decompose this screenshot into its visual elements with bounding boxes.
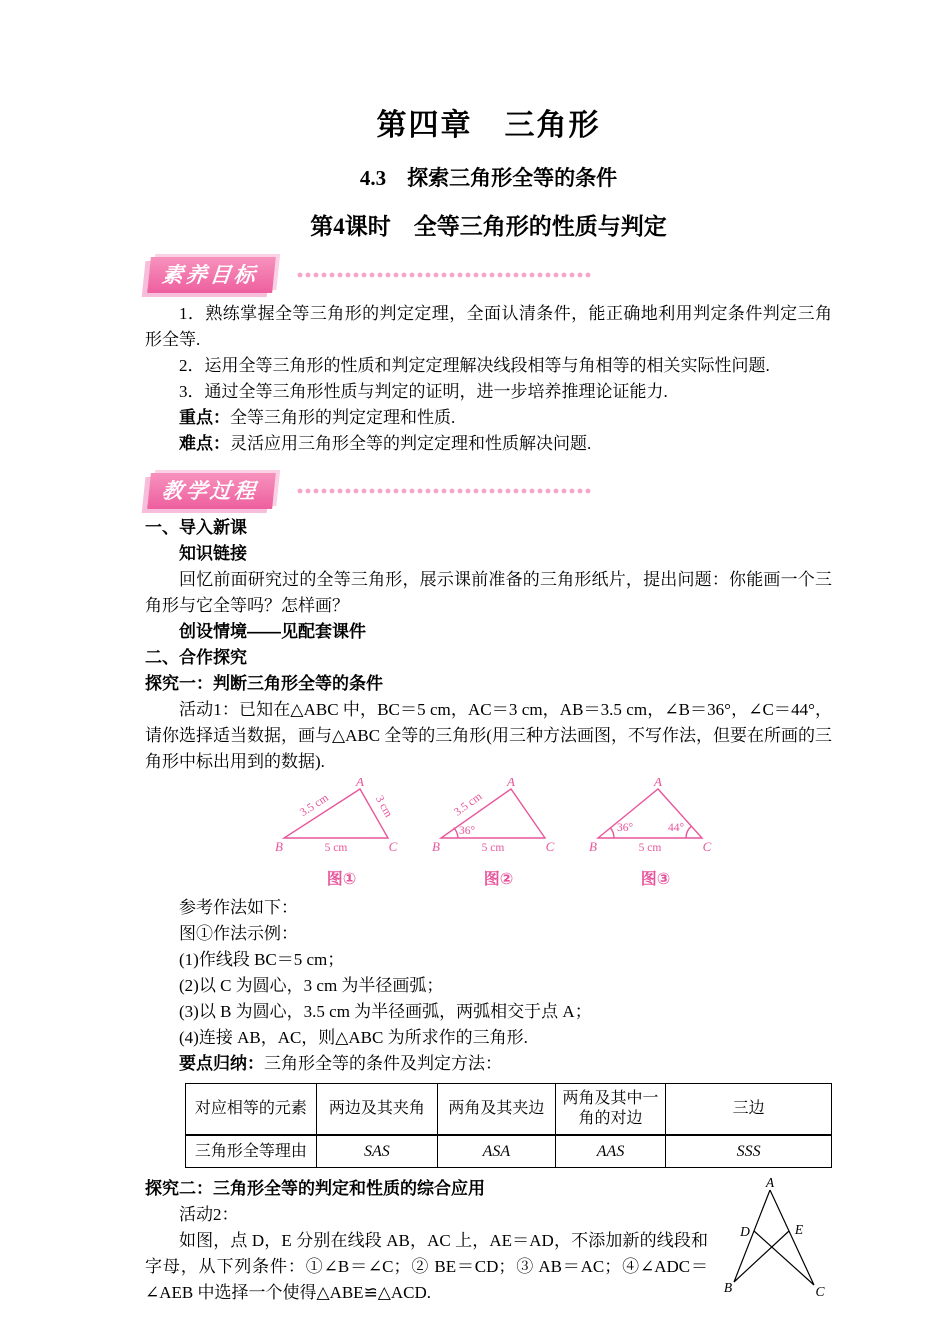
activity2-paragraph: 如图，点 D，E 分别在线段 AB，AC 上，AE＝AD，不添加新的线段和字母，从下列条件：①∠B＝∠C；② BE＝CD；③ AB＝AC；④∠ADC＝∠AEB 中选择一个使得△ABE≌△ACD. xyxy=(145,1231,708,1302)
goals-banner-row xyxy=(149,259,832,291)
figure-1 xyxy=(274,778,409,889)
vertex-label-c: C xyxy=(702,839,712,854)
scenario-line: 创设情境——见配套课件 xyxy=(179,622,366,641)
side-ab-label: 3.5 cm xyxy=(297,791,331,820)
figure-3-drawing xyxy=(588,778,723,866)
figure-1-caption: 图① xyxy=(326,871,357,888)
vertex-label-a: A xyxy=(356,778,364,789)
key-point-line xyxy=(145,405,832,431)
intro-section xyxy=(145,515,832,775)
activity1-paragraph: 活动1：已知在△ABC 中，BC＝5 cm，AC＝3 cm，AB＝3.5 cm，∠B＝36°，∠C＝44°，请你选择适当数据，画与△ABC 全等的三角形(用三种方法画图，不写作法，但要在所画的三角形中标出用到的数据). xyxy=(145,700,832,771)
side-ab-label: 3.5 cm xyxy=(452,790,485,819)
side-bc-label: 5 cm xyxy=(638,842,662,854)
summary-text: 三角形全等的条件及判定方法： xyxy=(264,1054,502,1073)
process-dotted-line xyxy=(296,487,592,495)
key-point-text: 全等三角形的判定定理和性质. xyxy=(230,408,456,427)
figure-1-drawing xyxy=(274,778,409,866)
vertex-label-b: B xyxy=(275,839,283,854)
goal-item-2: 2．运用全等三角形的性质和判定定理解决线段相等与角相等的相关实际性问题. xyxy=(179,356,770,375)
angle-c-label: 44° xyxy=(667,822,685,834)
activity2-figure xyxy=(722,1178,828,1300)
angle-b-arc xyxy=(610,828,614,839)
chapter-title: 第四章 三角形 xyxy=(376,109,601,142)
figure-2-caption: 图② xyxy=(483,871,514,888)
explore-heading: 二、合作探究 xyxy=(145,648,247,667)
knowledge-link-heading: 知识链接 xyxy=(179,544,247,563)
table-cell: ASA xyxy=(437,1135,555,1168)
process-banner: 教学过程 xyxy=(147,473,276,509)
summary-line xyxy=(145,1051,832,1077)
difficulty-label: 难点： xyxy=(179,434,230,453)
difficulty-text: 灵活应用三角形全等的判定定理和性质解决问题. xyxy=(230,434,592,453)
method-section xyxy=(145,895,832,1077)
table-cell: SSS xyxy=(666,1135,832,1168)
table-cell: SAS xyxy=(316,1135,437,1168)
table-header-row xyxy=(186,1084,832,1136)
process-banner-row xyxy=(149,475,832,507)
activity2-label: 活动2： xyxy=(179,1205,239,1224)
vertex-label-a: A xyxy=(765,1178,775,1190)
angle-c-arc xyxy=(686,826,692,838)
goal-item-1: 1．熟练掌握全等三角形的判定定理，全面认清条件，能正确地利用判定条件判定三角形全等. xyxy=(145,304,832,349)
goal-item-3: 3．通过全等三角形性质与判定的证明，进一步培养推理论证能力. xyxy=(179,382,668,401)
triangle-outline xyxy=(598,789,702,838)
angle-b-label: 36° xyxy=(458,825,476,837)
angle-b-label: 36° xyxy=(616,822,634,834)
goals-section xyxy=(145,301,832,457)
congruence-table xyxy=(185,1083,832,1168)
inquiry1-heading: 探究一：判断三角形全等的条件 xyxy=(145,674,383,693)
table-cell: 三角形全等理由 xyxy=(186,1135,317,1168)
angle-b-arc xyxy=(454,828,458,838)
vertex-label-b: B xyxy=(589,839,597,854)
method-intro: 参考作法如下： xyxy=(179,898,298,917)
inquiry2-heading: 探究二：三角形全等的判定和性质的综合应用 xyxy=(145,1179,485,1198)
vertex-label-b: B xyxy=(723,1280,733,1295)
side-ac-label: 3 cm xyxy=(372,793,395,820)
method-step-2: (2)以 C 为圆心，3 cm 为半径画弧； xyxy=(179,976,444,995)
figure-2-drawing xyxy=(431,778,566,866)
table-cell: 两边及其夹角 xyxy=(316,1084,437,1136)
side-bc-label: 5 cm xyxy=(481,842,505,854)
section-title: 4.3 探索三角形全等的条件 xyxy=(359,166,618,190)
figure-3-caption: 图③ xyxy=(640,871,671,888)
table-cell: 三边 xyxy=(666,1084,832,1136)
side-bc-label: 5 cm xyxy=(324,842,348,854)
method-step-4: (4)连接 AB，AC，则△ABC 为所求作的三角形. xyxy=(179,1028,528,1047)
table-cell: 两角及其中一角的对边 xyxy=(555,1084,666,1136)
table-cell: AAS xyxy=(555,1135,666,1168)
method-example-label: 图①作法示例： xyxy=(179,924,298,943)
table-cell: 对应相等的元素 xyxy=(186,1084,317,1136)
vertex-label-c: C xyxy=(388,839,398,854)
triangle-figures-row xyxy=(165,778,832,889)
vertex-label-e: E xyxy=(794,1222,804,1237)
recall-paragraph: 回忆前面研究过的全等三角形，展示课前准备的三角形纸片，提出问题：你能画一个三角形与它全等吗？怎样画？ xyxy=(145,570,832,615)
goals-dotted-line xyxy=(296,271,592,279)
key-point-label: 重点： xyxy=(179,408,230,427)
table-cell: 两角及其夹边 xyxy=(437,1084,555,1136)
method-step-3: (3)以 B 为圆心，3.5 cm 为半径画弧，两弧相交于点 A； xyxy=(179,1002,592,1021)
table-value-row xyxy=(186,1135,832,1168)
difficulty-line xyxy=(145,431,832,457)
triangle-outline xyxy=(284,789,388,838)
method-step-1: (1)作线段 BC＝5 cm； xyxy=(179,950,345,969)
figure-3 xyxy=(588,778,723,889)
summary-label: 要点归纳： xyxy=(179,1054,264,1073)
figure-2 xyxy=(431,778,566,889)
inquiry2-section xyxy=(145,1176,832,1306)
vertex-label-a: A xyxy=(507,778,515,789)
vertex-label-b: B xyxy=(432,839,440,854)
vertex-label-d: D xyxy=(740,1224,750,1239)
goals-banner: 素养目标 xyxy=(147,257,276,293)
lesson-title: 第4课时 全等三角形的性质与判定 xyxy=(310,214,667,239)
vertex-label-a: A xyxy=(654,778,662,789)
vertex-label-c: C xyxy=(815,1284,825,1299)
vertex-label-c: C xyxy=(545,839,555,854)
intro-heading: 一、导入新课 xyxy=(145,518,247,537)
